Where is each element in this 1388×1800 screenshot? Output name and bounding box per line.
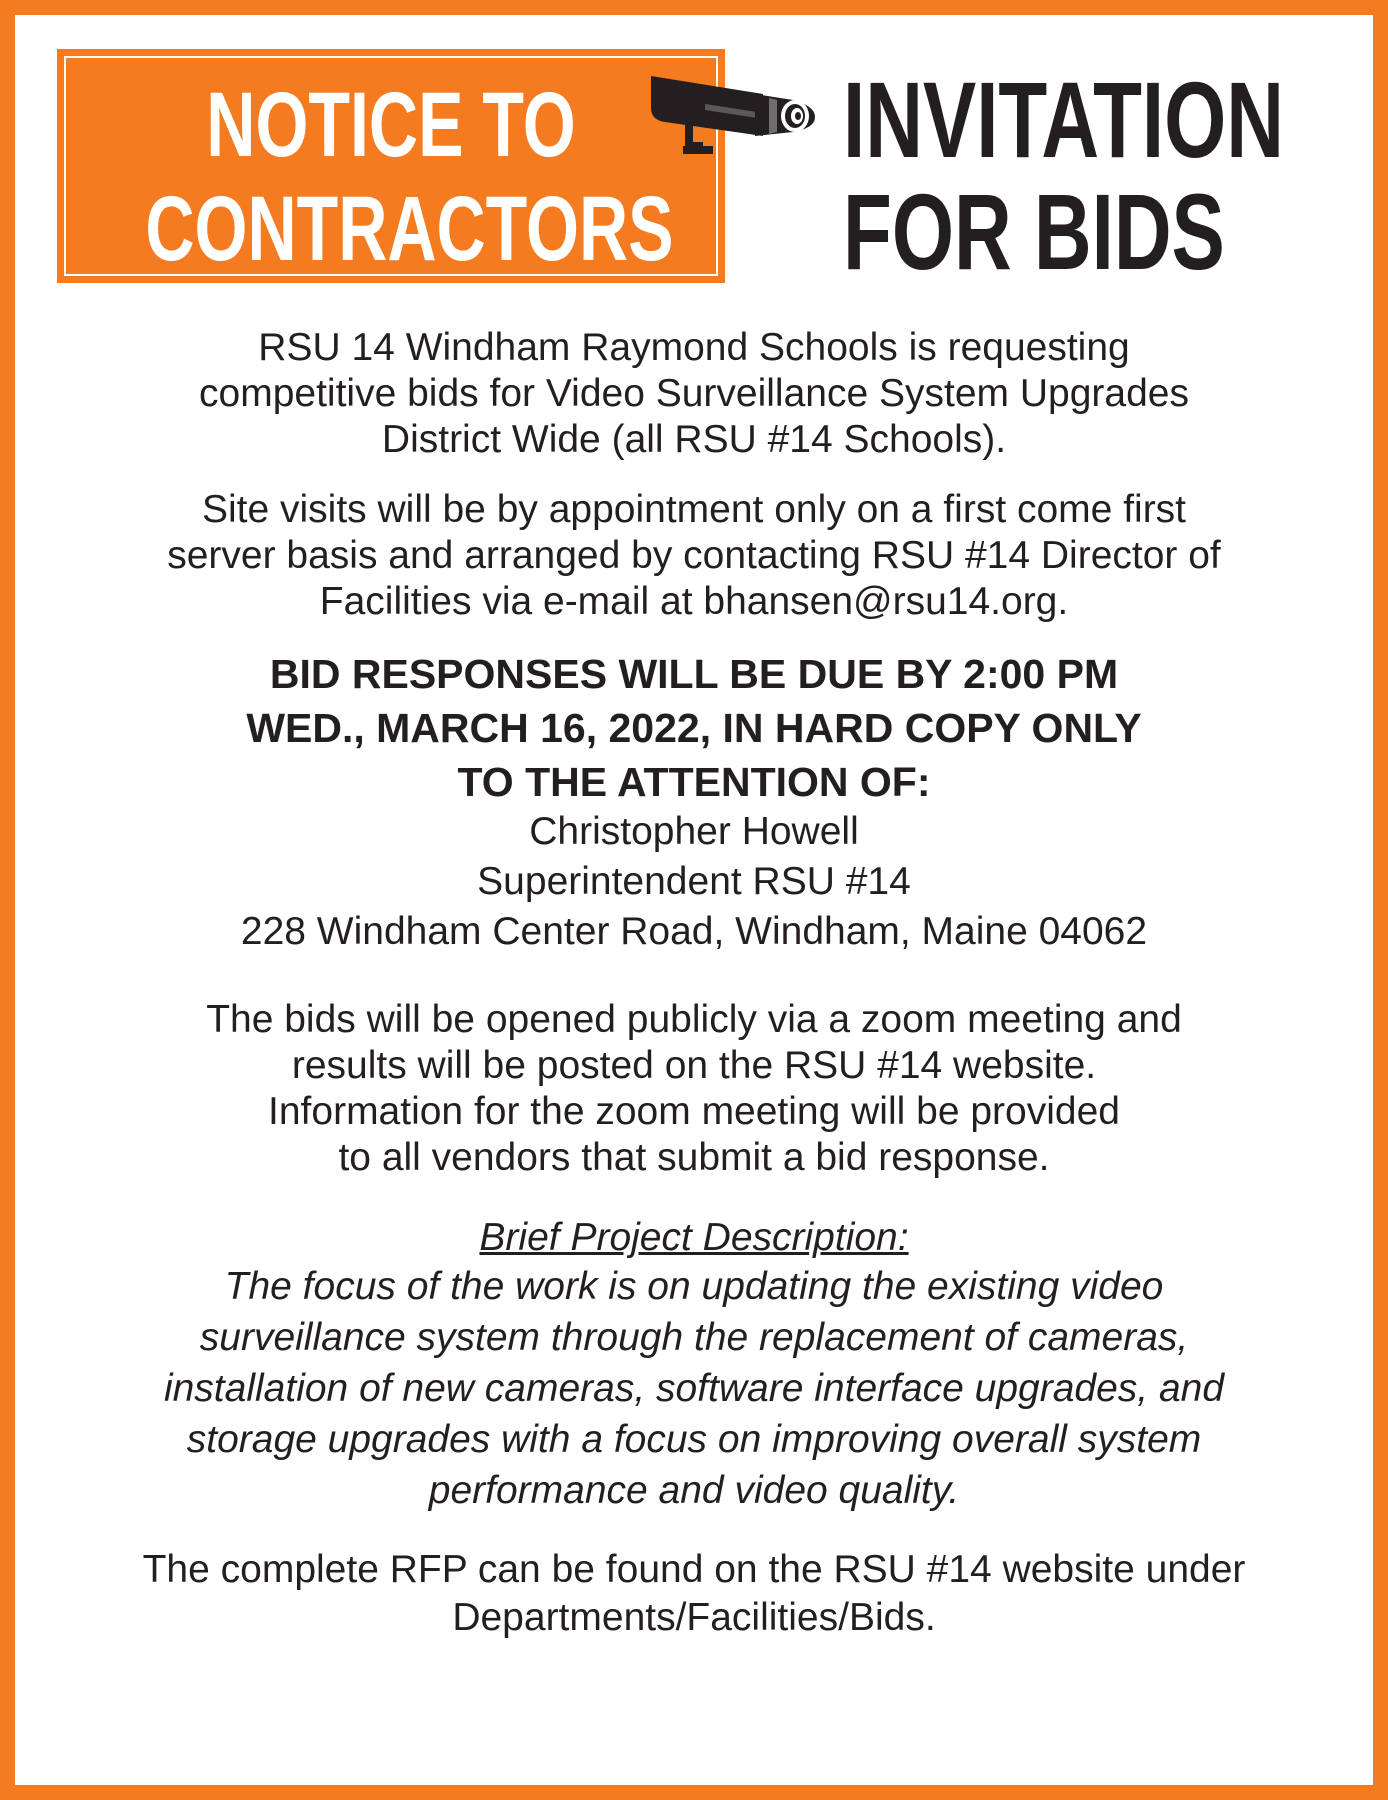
intro-line: competitive bids for Video Surveillance System Upgrades — [199, 372, 1189, 415]
invitation-title-line-2: FOR BIDS — [843, 171, 1225, 292]
due-line: TO THE ATTENTION OF: — [457, 759, 931, 805]
site-visits-line: Facilities via e-mail at bhansen@rsu14.org. — [319, 580, 1069, 623]
due-line: WED., MARCH 16, 2022, IN HARD COPY ONLY — [246, 705, 1142, 751]
notice-to-contractors-box — [57, 49, 725, 283]
invitation-title-line-1: INVITATION — [843, 59, 1285, 180]
bid-opening-paragraph — [30, 997, 1358, 1181]
address-line: Superintendent RSU #14 — [477, 860, 911, 903]
description-line: performance and video quality. — [428, 1469, 960, 1512]
footer-line: Departments/Facilities/Bids. — [452, 1596, 936, 1639]
description-line: The focus of the work is on updating the existing video — [224, 1265, 1164, 1308]
address-line: Christopher Howell — [529, 810, 859, 853]
security-camera-icon — [645, 70, 825, 160]
intro-line: RSU 14 Windham Raymond Schools is requesting — [258, 326, 1130, 369]
description-line: storage upgrades with a focus on improving overall system — [186, 1418, 1202, 1461]
opening-line: Information for the zoom meeting will be provided — [268, 1090, 1120, 1133]
opening-line: to all vendors that submit a bid response. — [338, 1136, 1050, 1179]
notice-title-line-1: NOTICE TO — [206, 74, 576, 176]
rfp-location-paragraph — [30, 1546, 1358, 1642]
opening-line: The bids will be opened publicly via a zoom meeting and — [206, 998, 1182, 1041]
address-line: 228 Windham Center Road, Windham, Maine 04062 — [240, 910, 1148, 953]
description-line: installation of new cameras, software interface upgrades, and — [163, 1367, 1225, 1410]
project-description — [30, 1215, 1358, 1516]
notice-title-line-2: CONTRACTORS — [145, 178, 674, 280]
project-description-text — [30, 1261, 1358, 1516]
mailing-address — [30, 807, 1358, 957]
invitation-for-bids-title — [843, 59, 1285, 292]
site-visits-paragraph — [30, 487, 1358, 625]
intro-paragraph — [30, 325, 1358, 463]
notice-body — [30, 325, 1358, 1642]
due-line: BID RESPONSES WILL BE DUE BY 2:00 PM — [269, 651, 1119, 697]
project-description-heading: Brief Project Description: — [479, 1216, 909, 1259]
opening-line: results will be posted on the RSU #14 website. — [291, 1044, 1097, 1087]
footer-line: The complete RFP can be found on the RSU #14 website under — [142, 1548, 1246, 1591]
site-visits-line: server basis and arranged by contacting RSU #14 Director of — [167, 534, 1221, 577]
notice-title — [145, 73, 674, 281]
intro-line: District Wide (all RSU #14 Schools). — [381, 418, 1007, 461]
due-date-notice — [30, 647, 1358, 809]
site-visits-line: Site visits will be by appointment only on a first come first — [201, 488, 1187, 531]
description-line: surveillance system through the replacement of cameras, — [199, 1316, 1189, 1359]
